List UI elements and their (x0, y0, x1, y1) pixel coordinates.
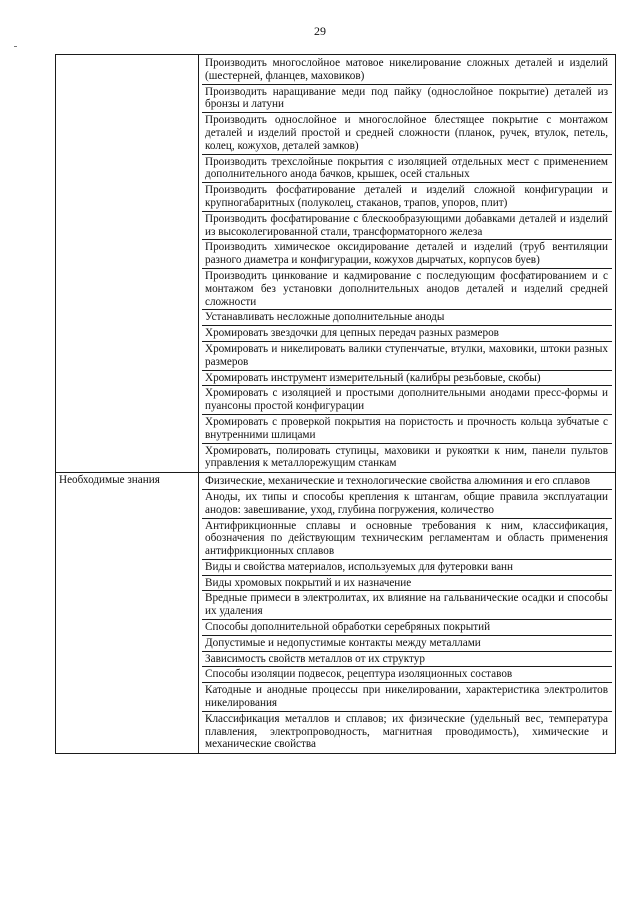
list-item: Устанавливать несложные дополнительные аноды (202, 310, 612, 326)
section-label: Необходимые знания (59, 474, 160, 487)
list-item: Хромировать звездочки для цепных передач разных размеров (202, 326, 612, 342)
page-number: 29 (314, 24, 326, 38)
list-item: Катодные и анодные процессы при никелировании, характеристика электролитов никелирования (202, 683, 612, 712)
list-item: Вредные примеси в электролитах, их влияние на гальванические осадки и способы их удаления (202, 591, 612, 620)
section-items-cell (199, 473, 616, 754)
list-item: Производить многослойное матовое никелирование сложных деталей и изделий (шестерней, фланцев, маховиков) (202, 56, 612, 85)
list-item: Способы изоляции подвесок, рецептура изоляционных составов (202, 667, 612, 683)
list-item: Виды хромовых покрытий и их назначение (202, 576, 612, 592)
list-item: Производить фосфатирование с блескообразующими добавками деталей и изделий из высоколегированной стали, трансформаторного железа (202, 212, 612, 241)
section-items-cell (199, 55, 616, 473)
list-item: Способы дополнительной обработки серебряных покрытий (202, 620, 612, 636)
list-item: Производить трехслойные покрытия с изоляцией отдельных мест с применением дополнительного анода бачков, крышек, осей стальных (202, 155, 612, 184)
list-item: Хромировать с изоляцией и простыми дополнительными анодами пресс-формы и пуансоны простой конфигурации (202, 386, 612, 415)
list-item: Хромировать и никелировать валики ступенчатые, втулки, маховики, штоки разных размеров (202, 342, 612, 371)
list-item: Хромировать, полировать ступицы, маховики и рукоятки к ним, панели пультов управления к металлорежущим станкам (205, 444, 608, 470)
list-item: Производить однослойное и многослойное блестящее покрытие с монтажом деталей и изделий простой и средней сложности (планок, ручек, втулок, петель, колец, кожухов, деталей замков) (202, 113, 612, 154)
table-section-row (56, 473, 616, 754)
list-item: Виды и свойства материалов, используемых для футеровки ванн (202, 560, 612, 576)
list-item: Хромировать с проверкой покрытия на пористость и прочность кольца зубчатые с внутренними шлицами (202, 415, 612, 444)
section-label-cell (56, 473, 199, 754)
competency-table (55, 54, 616, 754)
list-item: Производить фосфатирование деталей и изделий сложной конфигурации и крупногабаритных (полуколец, стаканов, трапов, упоров, плит) (202, 183, 612, 212)
list-item: Допустимые и недопустимые контакты между металлами (202, 636, 612, 652)
list-item: Аноды, их типы и способы крепления к штангам, общие правила эксплуатации анодов: завешивание, уход, глубина погружения, количество (202, 490, 612, 519)
list-item: Производить цинкование и кадмирование с последующим фосфатированием и с монтажом без установки дополнительных анодов деталей и изделий средней сложности (202, 269, 612, 310)
list-item: Производить химическое оксидирование деталей и изделий (труб вентиляции разного диаметра и конфигурации, кожухов дырчатых, корпусов буев) (202, 240, 612, 269)
list-item: Классификация металлов и сплавов; их физические (удельный вес, температура плавления, электропроводность, магнитная проводимость), химические и механические свойства (205, 712, 608, 751)
list-item: Хромировать инструмент измерительный (калибры резьбовые, скобы) (202, 371, 612, 387)
list-item: Производить наращивание меди под пайку (однослойное покрытие) деталей из бронзы и латуни (202, 85, 612, 114)
list-item: Антифрикционные сплавы и основные требования к ним, классификация, обозначения по действующим техническим регламентам и область применения антифрикционных сплавов (202, 519, 612, 560)
margin-mark (14, 46, 17, 47)
table-section-row (56, 55, 616, 473)
list-item: Зависимость свойств металлов от их структур (202, 652, 612, 668)
section-label-cell (56, 55, 199, 473)
list-item: Физические, механические и технологические свойства алюминия и его сплавов (202, 474, 612, 490)
